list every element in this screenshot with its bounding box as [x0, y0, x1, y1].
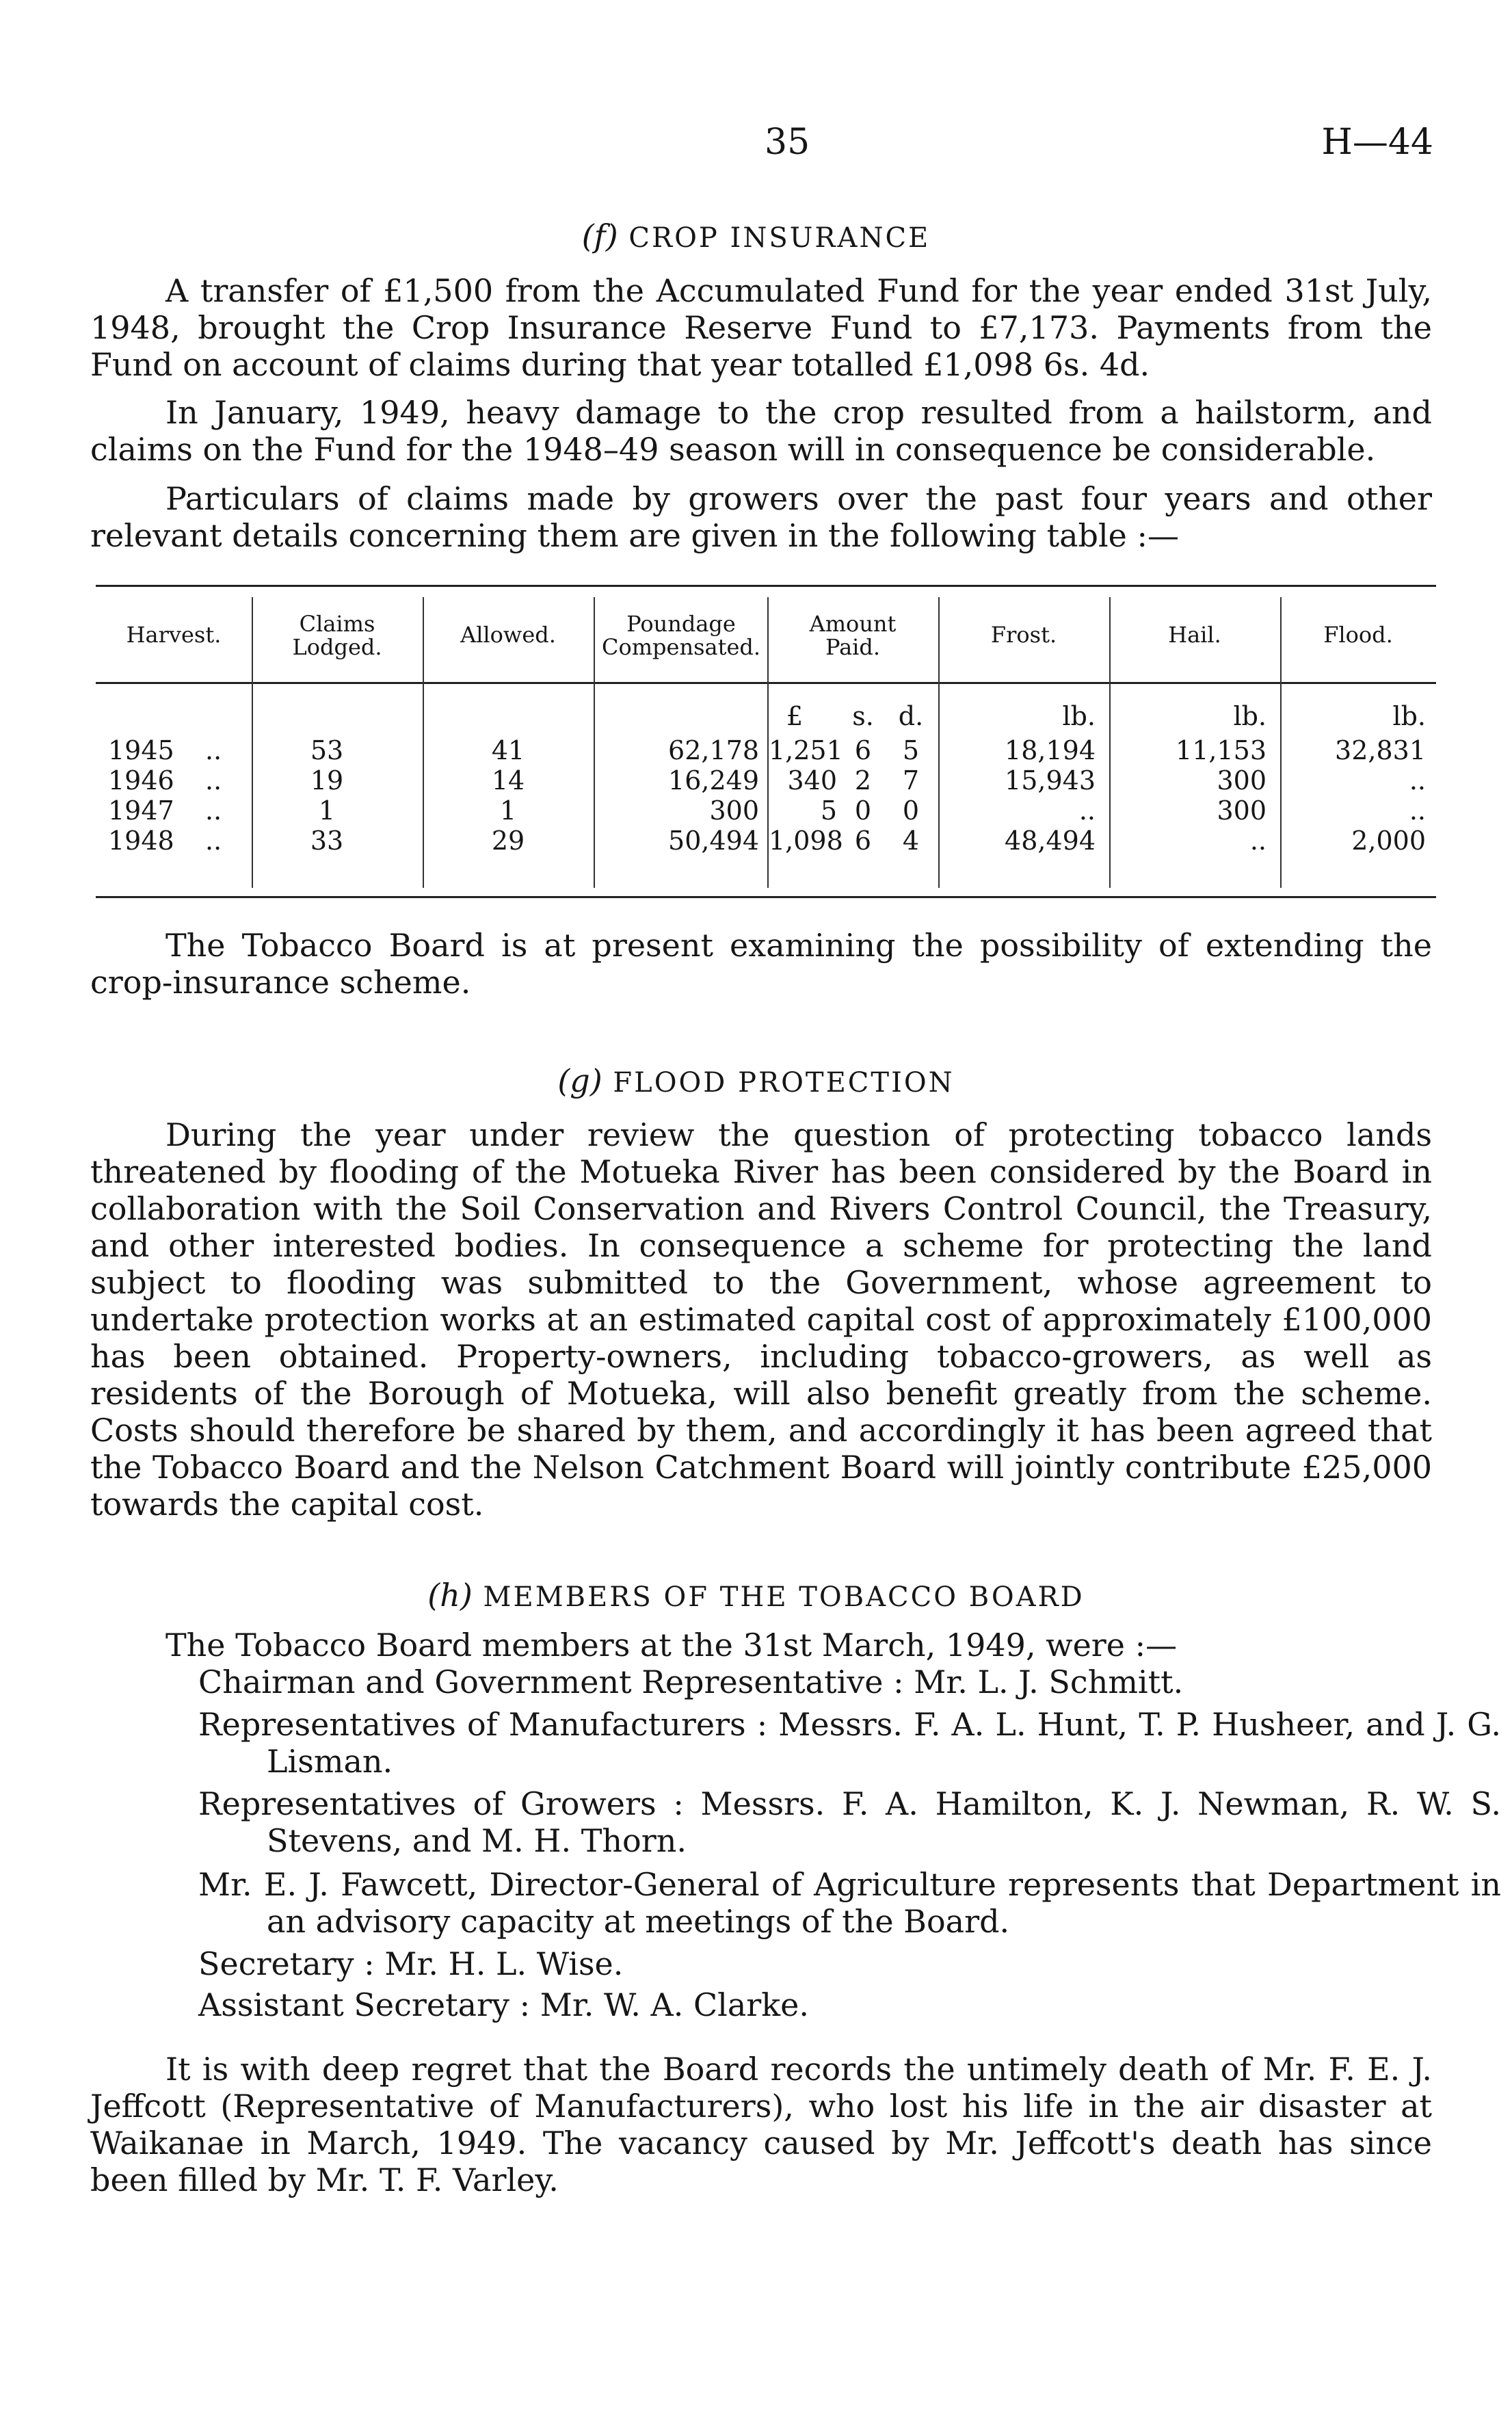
column-divider: [252, 597, 253, 888]
members-title: MEMBERS OF THE TOBACCO BOARD: [483, 1581, 1085, 1613]
cell-pounds: 340: [787, 765, 837, 796]
cell-pence: 5: [902, 735, 920, 765]
header-frost: Frost.: [990, 622, 1057, 648]
header-allowed: Allowed.: [460, 622, 556, 648]
header-hail: Hail.: [1168, 622, 1221, 648]
member-item: Representatives of Manufacturers : Messrs. F. A. L. Hunt, T. P. Husheer, and J. G. Lisman.: [198, 1706, 1501, 1780]
header-amount-paid: Amount Paid.: [809, 611, 897, 660]
unit-pence: d.: [898, 701, 924, 731]
cell-shillings: 6: [854, 735, 872, 765]
cell-frost: ..: [1078, 796, 1096, 826]
cell-leader: ..: [205, 735, 222, 765]
cell-pounds: 1,098: [769, 826, 843, 856]
cell-shillings: 2: [854, 765, 872, 796]
header-flood: Flood.: [1323, 622, 1393, 648]
header-poundage-compensated: Poundage Compensated.: [601, 611, 761, 660]
cell-hail: 300: [1217, 796, 1266, 826]
crop-insurance-title: CROP INSURANCE: [628, 222, 931, 254]
cell-leader: ..: [205, 765, 222, 796]
flood-protection-title: FLOOD PROTECTION: [613, 1067, 955, 1099]
cell-claims-lodged: 53: [310, 735, 344, 765]
member-item: Secretary : Mr. H. L. Wise.: [198, 1945, 624, 1982]
member-item: Mr. E. J. Fawcett, Director-General of Agriculture represents that Department in an advisory capacity at meetings of the Board.: [198, 1866, 1501, 1940]
cell-leader: ..: [205, 796, 222, 826]
crop-paragraph-after-table: The Tobacco Board is at present examining the possibility of extending the crop-insurance scheme.: [90, 927, 1432, 1001]
page-number: 35: [765, 122, 810, 163]
header-harvest: Harvest.: [126, 622, 222, 648]
cell-leader: ..: [205, 826, 222, 856]
cell-frost: 18,194: [1005, 735, 1096, 765]
flood-paragraph: During the year under review the question of protecting tobacco lands threatened by flooding of the Motueka River has been considered by the Board in collaboration with the Soil Conservation and Rivers Control Council, the Treasury, and other interested bodies. In consequence a scheme for protecting the land subject to flooding was submitted to the Government, whose agreement to undertake protection works at an estimated capital cost of approximately £100,000 has been obtained. Property-owners, including tobacco-growers, as well as residents of the Borough of Motueka, will also benefit greatly from the scheme. Costs should therefore be shared by them, and accordingly it has been agreed that the Tobacco Board and the Nelson Catchment Board will jointly contribute £25,000 towards the capital cost.: [90, 1116, 1432, 1523]
cell-flood: 32,831: [1335, 735, 1426, 765]
document-reference: H—44: [1321, 122, 1433, 163]
claims-table: [96, 585, 1436, 899]
cell-hail: 11,153: [1176, 735, 1266, 765]
cell-flood: 2,000: [1351, 826, 1426, 856]
member-item: Assistant Secretary : Mr. W. A. Clarke.: [198, 1986, 810, 2023]
crop-paragraph-3: Particulars of claims made by growers over the past four years and other relevant details concerning them are given in the following table :—: [90, 480, 1432, 554]
table-header-rule: [96, 682, 1436, 684]
cell-shillings: 6: [854, 826, 872, 856]
crop-paragraph-2: In January, 1949, heavy damage to the crop resulted from a hailstorm, and claims on the Fund for the 1948–49 season will in consequence be considerable.: [90, 394, 1432, 468]
member-item: Chairman and Government Representative : Mr. L. J. Schmitt.: [198, 1664, 1184, 1700]
cell-poundage: 62,178: [668, 735, 759, 765]
crop-paragraph-1: A transfer of £1,500 from the Accumulated Fund for the year ended 31st July, 1948, brought the Crop Insurance Reserve Fund to £7,173. Payments from the Fund on account of claims during that year totalled £1,098 6s. 4d.: [90, 272, 1432, 383]
cell-poundage: 50,494: [668, 826, 759, 856]
cell-pence: 0: [902, 796, 920, 826]
cell-flood: ..: [1409, 765, 1426, 796]
cell-pounds: 5: [820, 796, 837, 826]
cell-allowed: 14: [491, 765, 525, 796]
cell-poundage: 300: [709, 796, 759, 826]
flood-protection-heading: [0, 1062, 1512, 1099]
cell-hail: ..: [1249, 826, 1266, 856]
members-label: (h): [427, 1577, 473, 1614]
closing-paragraph: It is with deep regret that the Board records the untimely death of Mr. F. E. J. Jeffcott (Representative of Manufacturers), who lost his life in the air disaster at Waikanae in March, 1949. The vacancy caused by Mr. Jeffcott's death has since been filled by Mr. T. F. Varley.: [90, 2051, 1432, 2198]
cell-claims-lodged: 1: [318, 796, 336, 826]
cell-claims-lodged: 33: [310, 826, 344, 856]
header-claims-lodged: Claims Lodged.: [292, 611, 382, 660]
cell-poundage: 16,249: [668, 765, 759, 796]
flood-protection-label: (g): [557, 1062, 602, 1099]
members-intro: The Tobacco Board members at the 31st March, 1949, were :—: [165, 1627, 1178, 1664]
cell-pence: 7: [902, 765, 920, 796]
cell-allowed: 29: [491, 826, 525, 856]
cell-harvest: 1948: [108, 826, 174, 856]
members-heading: [0, 1577, 1512, 1614]
table-top-rule: [96, 585, 1436, 587]
cell-allowed: 1: [499, 796, 517, 826]
member-item: Representatives of Growers : Messrs. F. A. Hamilton, K. J. Newman, R. W. S. Stevens, and M. H. Thorn.: [198, 1785, 1501, 1859]
cell-hail: 300: [1217, 765, 1266, 796]
cell-flood: ..: [1409, 796, 1426, 826]
unit-flood: lb.: [1392, 701, 1426, 731]
column-divider: [594, 597, 595, 888]
unit-pounds: £: [786, 701, 804, 731]
unit-shillings: s.: [852, 701, 874, 731]
unit-hail: lb.: [1233, 701, 1266, 731]
cell-frost: 48,494: [1005, 826, 1096, 856]
crop-insurance-heading: [0, 218, 1512, 254]
cell-harvest: 1945: [108, 735, 174, 765]
cell-harvest: 1946: [108, 765, 174, 796]
unit-frost: lb.: [1062, 701, 1096, 731]
crop-insurance-label: (f): [581, 218, 618, 254]
cell-pounds: 1,251: [769, 735, 843, 765]
cell-shillings: 0: [854, 796, 872, 826]
cell-pence: 4: [902, 826, 920, 856]
table-bottom-rule: [96, 896, 1436, 898]
cell-harvest: 1947: [108, 796, 174, 826]
cell-claims-lodged: 19: [310, 765, 344, 796]
cell-allowed: 41: [491, 735, 525, 765]
cell-frost: 15,943: [1005, 765, 1096, 796]
